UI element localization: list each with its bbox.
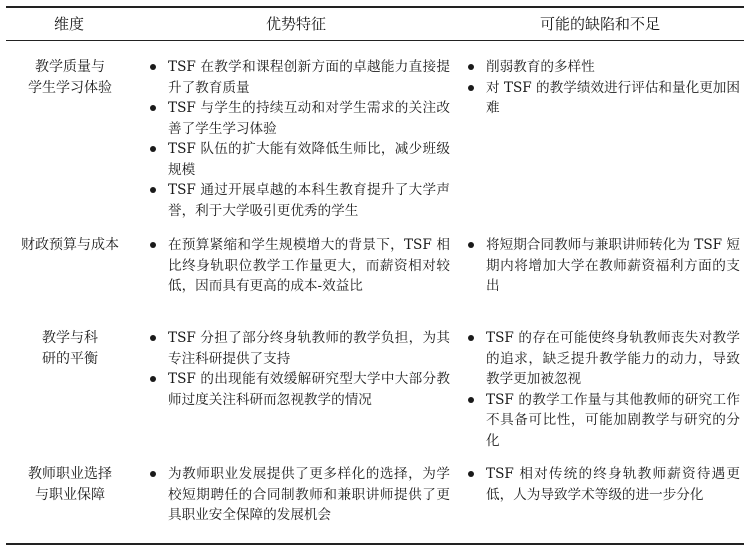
list-item-text: 在预算紧缩和学生规模增大的背景下，TSF 相比终身轨职位教学工作量更大，而薪资相对较低，因而具有更高的成本-效益比 bbox=[168, 237, 450, 294]
list-item-text: TSF 队伍的扩大能有效降低生师比，减少班级规模 bbox=[168, 141, 450, 178]
list-item-text: TSF 的出现能有效缓解研究型大学中大部分教师过度关注科研而忽视教学的情况 bbox=[168, 371, 450, 408]
list-item bbox=[466, 464, 740, 505]
list-item bbox=[148, 180, 450, 221]
list-item-text: TSF 的存在可能使终身轨教师丧失对教学的追求，缺乏提升教学能力的动力，导致教学更加被忽视 bbox=[486, 330, 740, 387]
dimension-line: 研的平衡 bbox=[42, 350, 98, 367]
bullet-icon bbox=[468, 64, 474, 70]
bullet-icon bbox=[150, 471, 156, 477]
disadvantages-list bbox=[466, 328, 740, 451]
advantages-list bbox=[148, 57, 450, 221]
advantages-list bbox=[148, 464, 450, 526]
list-item-text: TSF 与学生的持续互动和对学生需求的关注改善了学生学习体验 bbox=[168, 100, 450, 137]
list-item-text: 对 TSF 的教学绩效进行评估和量化更加困难 bbox=[486, 79, 740, 116]
list-item bbox=[466, 78, 740, 119]
list-item bbox=[466, 390, 740, 452]
advantages-list bbox=[148, 328, 450, 410]
dimension-line: 教学质量与 bbox=[35, 59, 105, 75]
header-disadvantages: 可能的缺陷和不足 bbox=[539, 15, 660, 33]
header-rule bbox=[6, 40, 744, 41]
list-item bbox=[148, 235, 450, 297]
table-top-rule bbox=[6, 6, 744, 8]
advantages-list bbox=[148, 235, 450, 297]
bullet-icon bbox=[150, 335, 156, 341]
bullet-icon bbox=[468, 242, 474, 248]
table-bottom-rule bbox=[6, 543, 744, 545]
dimension-line: 与职业保障 bbox=[35, 486, 105, 503]
list-item bbox=[148, 139, 450, 180]
list-item-text: TSF 分担了部分终身轨教师的教学负担，为其专注科研提供了支持 bbox=[168, 330, 450, 367]
list-item bbox=[148, 369, 450, 410]
bullet-icon bbox=[150, 376, 156, 382]
list-item bbox=[466, 57, 740, 78]
bullet-icon bbox=[468, 85, 474, 91]
bullet-icon bbox=[150, 105, 156, 111]
list-item bbox=[466, 328, 740, 390]
bullet-icon bbox=[468, 335, 474, 341]
row-dimension-label bbox=[10, 57, 130, 98]
disadvantages-list bbox=[466, 464, 740, 505]
bullet-icon bbox=[468, 471, 474, 477]
dimension-line: 学生学习体验 bbox=[28, 79, 112, 96]
list-item bbox=[148, 98, 450, 139]
header-dimension: 维度 bbox=[53, 15, 84, 33]
list-item-text: 将短期合同教师与兼职讲师转化为 TSF 短期内将增加大学在教师薪资福利方面的支出 bbox=[486, 237, 740, 294]
list-item-text: 削弱教育的多样性 bbox=[486, 59, 595, 75]
bullet-icon bbox=[150, 187, 156, 193]
list-item bbox=[148, 328, 450, 369]
list-item-text: TSF 在教学和课程创新方面的卓越能力直接提升了教育质量 bbox=[168, 59, 450, 96]
bullet-icon bbox=[468, 397, 474, 403]
disadvantages-list bbox=[466, 57, 740, 119]
bullet-icon bbox=[150, 146, 156, 152]
list-item-text: TSF 通过开展卓越的本科生教育提升了大学声誉，利于大学吸引更优秀的学生 bbox=[168, 182, 450, 219]
list-item bbox=[466, 235, 740, 297]
header-advantages: 优势特征 bbox=[265, 15, 326, 33]
list-item bbox=[148, 464, 450, 526]
dimension-line: 财政预算与成本 bbox=[21, 237, 119, 253]
disadvantages-list bbox=[466, 235, 740, 297]
dimension-line: 教学与科 bbox=[42, 330, 98, 346]
dimension-line: 教师职业选择 bbox=[28, 466, 112, 482]
list-item bbox=[148, 57, 450, 98]
row-dimension-label bbox=[10, 328, 130, 369]
list-item-text: TSF 的教学工作量与其他教师的研究工作不具备可比性，可能加剧教学与研究的分化 bbox=[486, 391, 740, 449]
bullet-icon bbox=[150, 64, 156, 70]
row-dimension-label bbox=[10, 464, 130, 505]
list-item-text: 为教师职业发展提供了更多样化的选择，为学校短期聘任的合同制教师和兼职讲师提供了更具职业安全保障的发展机会 bbox=[168, 466, 450, 523]
row-dimension-label bbox=[10, 235, 130, 256]
list-item-text: TSF 相对传统的终身轨教师薪资待遇更低，人为导致学术等级的进一步分化 bbox=[486, 466, 740, 503]
bullet-icon bbox=[150, 242, 156, 248]
